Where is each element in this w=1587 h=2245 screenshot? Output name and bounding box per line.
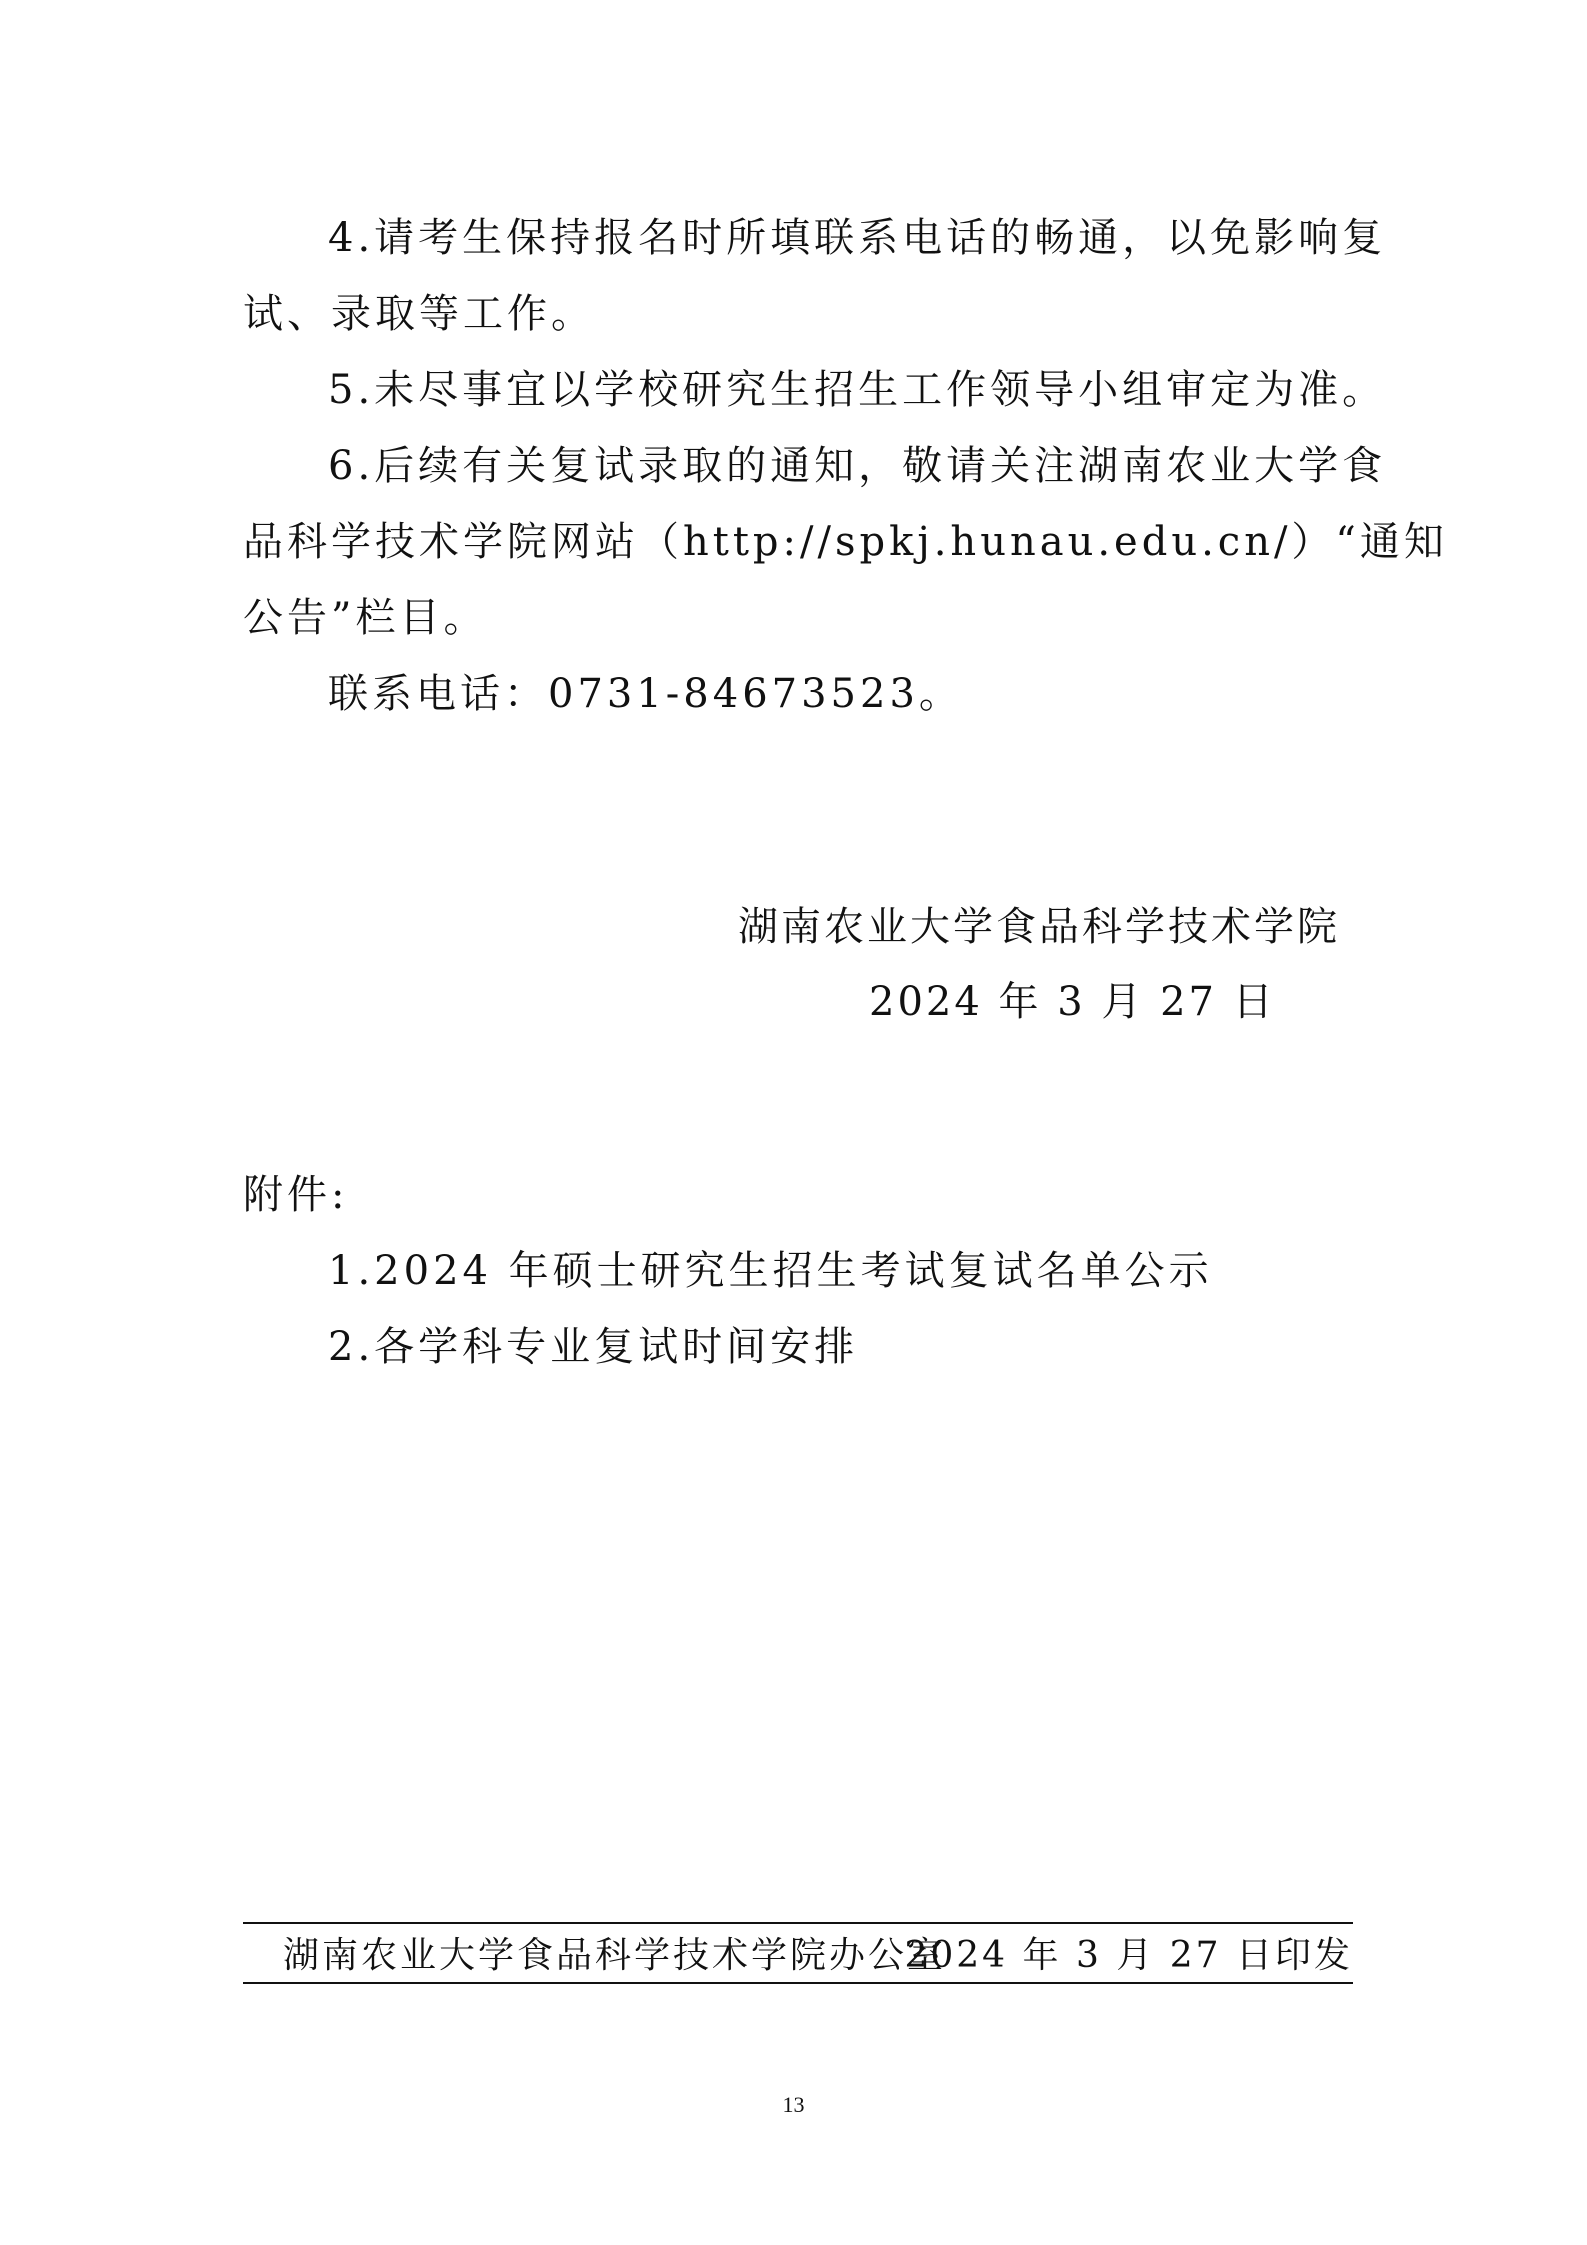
item-6-line-3: 公告”栏目。 bbox=[243, 595, 488, 641]
page-number: 13 bbox=[782, 2092, 805, 2117]
footer-issue-line bbox=[243, 1932, 1353, 1980]
contact-phone: 联系电话：0731-84673523。 bbox=[328, 671, 963, 717]
attachments-heading: 附件: bbox=[243, 1172, 349, 1218]
attachment-item-2: 2.各学科专业复试时间安排 bbox=[328, 1324, 859, 1370]
signature-date: 2024 年 3 月 27 日 bbox=[869, 979, 1276, 1025]
item-6-line-2: 品科学技术学院网站（http://spkj.hunau.edu.cn/）“通知 bbox=[243, 519, 1448, 565]
attachment-item-1: 1.2024 年硕士研究生招生考试复试名单公示 bbox=[328, 1248, 1213, 1294]
footer-top-rule bbox=[243, 1922, 1353, 1924]
item-5: 5.未尽事宜以学校研究生招生工作领导小组审定为准。 bbox=[328, 367, 1387, 413]
footer-issue-date: 2024 年 3 月 27 日印发 bbox=[904, 1935, 1353, 1976]
item-4-line-1: 4.请考生保持报名时所填联系电话的畅通，以免影响复 bbox=[328, 215, 1387, 261]
item-6-line-1: 6.后续有关复试录取的通知，敬请关注湖南农业大学食 bbox=[328, 443, 1387, 489]
signature-org: 湖南农业大学食品科学技术学院 bbox=[738, 904, 1340, 950]
footer-bottom-rule bbox=[243, 1982, 1353, 1984]
footer-issuer: 湖南农业大学食品科学技术学院办公室 bbox=[283, 1935, 947, 1976]
item-4-line-2: 试、录取等工作。 bbox=[243, 291, 595, 337]
